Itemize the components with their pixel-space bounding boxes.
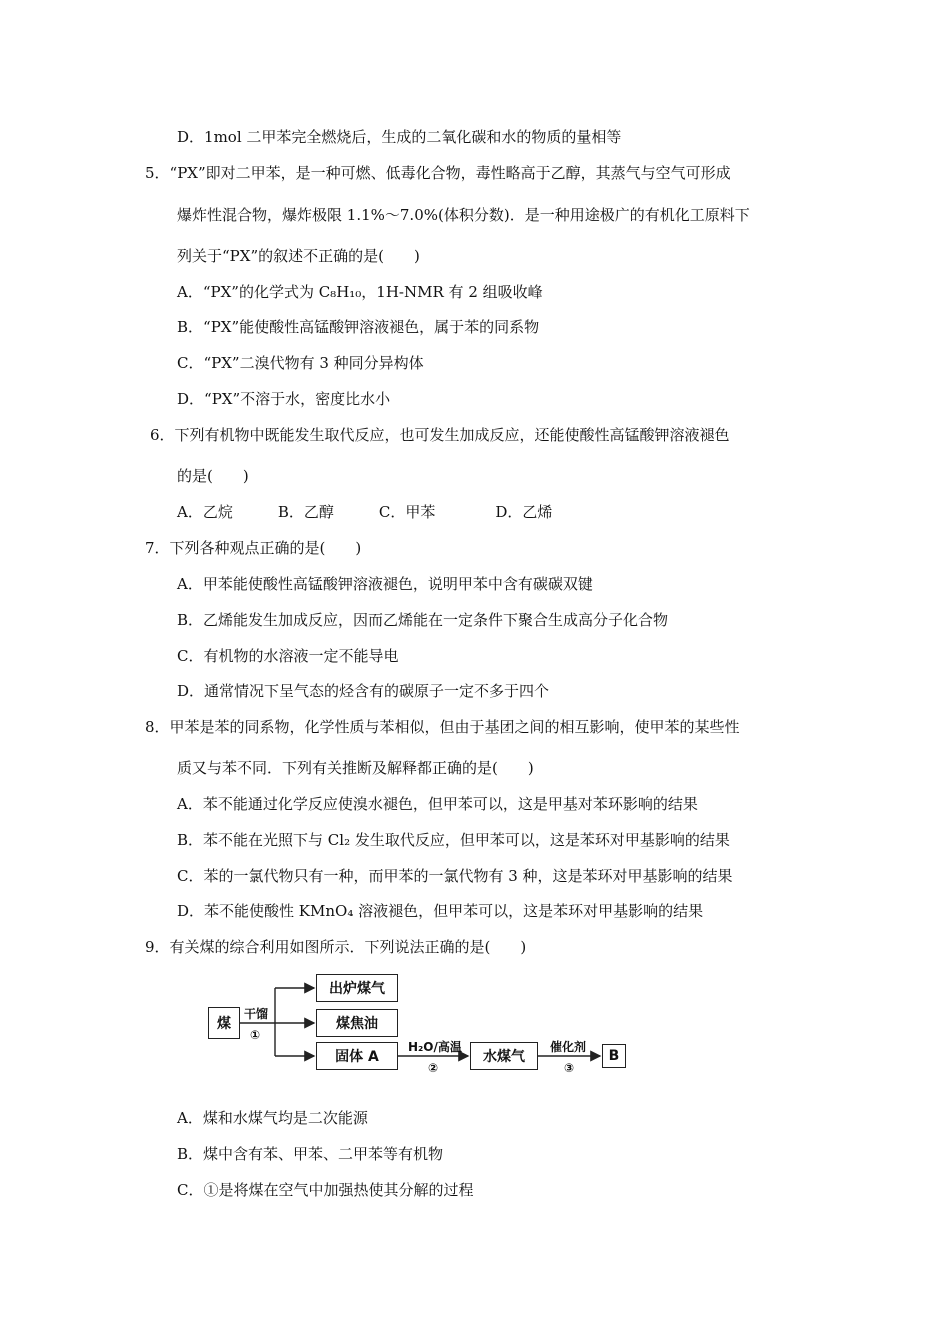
text-line: 6．下列有机物中既能发生取代反应，也可发生加成反应，还能使酸性高锰酸钾溶液褪色 bbox=[150, 426, 730, 444]
text-line: A．苯不能通过化学反应使溴水褪色，但甲苯可以，这是甲基对苯环影响的结果 bbox=[177, 795, 698, 813]
furnace-gas-box: 出炉煤气 bbox=[316, 974, 398, 1002]
text-line: D．通常情况下呈气态的烃含有的碳原子一定不多于四个 bbox=[177, 682, 550, 700]
text-line: A．乙烷 B．乙醇 C．甲苯 D．乙烯 bbox=[177, 503, 553, 521]
text-line: A．“PX”的化学式为 C₈H₁₀，1H-NMR 有 2 组吸收峰 bbox=[177, 283, 543, 301]
text-line: A．甲苯能使酸性高锰酸钾溶液褪色，说明甲苯中含有碳碳双键 bbox=[177, 575, 593, 593]
text-line: 质又与苯不同．下列有关推断及解释都正确的是( ) bbox=[177, 759, 534, 777]
step2-label: H₂O/高温 bbox=[408, 1040, 462, 1054]
text-line: A．煤和水煤气均是二次能源 bbox=[177, 1109, 368, 1127]
text-line: D．苯不能使酸性 KMnO₄ 溶液褪色，但甲苯可以，这是苯环对甲基影响的结果 bbox=[177, 902, 704, 920]
text-line: 8．甲苯是苯的同系物，化学性质与苯相似，但由于基团之间的相互影响，使甲苯的某些性 bbox=[145, 718, 740, 736]
step3-label: 催化剂 bbox=[550, 1040, 587, 1054]
text-line: C．苯的一氯代物只有一种，而甲苯的一氯代物有 3 种，这是苯环对甲基影响的结果 bbox=[177, 867, 733, 885]
text-line: 7．下列各种观点正确的是( ) bbox=[145, 539, 362, 557]
step3-number: ③ bbox=[564, 1061, 575, 1075]
text-line: D．“PX”不溶于水，密度比水小 bbox=[177, 390, 391, 408]
text-line: B．“PX”能使酸性高锰酸钾溶液褪色，属于苯的同系物 bbox=[177, 318, 540, 336]
text-line: D．1mol 二甲苯完全燃烧后，生成的二氧化碳和水的物质的量相等 bbox=[177, 128, 622, 146]
text-line: 列关于“PX”的叙述不正确的是( ) bbox=[177, 247, 420, 265]
step2-number: ② bbox=[428, 1061, 439, 1075]
water-gas-box: 水煤气 bbox=[470, 1042, 538, 1070]
step1-number: ① bbox=[250, 1028, 261, 1042]
step1-label: 干馏 bbox=[244, 1007, 269, 1021]
coal-box: 煤 bbox=[208, 1007, 240, 1039]
coal-utilization-diagram bbox=[200, 968, 640, 1078]
text-line: B．煤中含有苯、甲苯、二甲苯等有机物 bbox=[177, 1145, 444, 1163]
product-b-box: B bbox=[602, 1044, 626, 1068]
text-line: C．有机物的水溶液一定不能导电 bbox=[177, 647, 399, 665]
text-line: 5．“PX”即对二甲苯，是一种可燃、低毒化合物，毒性略高于乙醇，其蒸气与空气可形成 bbox=[145, 164, 731, 182]
text-line: C．①是将煤在空气中加强热使其分解的过程 bbox=[177, 1181, 474, 1199]
coal-tar-box: 煤焦油 bbox=[316, 1009, 398, 1037]
text-line: B．乙烯能发生加成反应，因而乙烯能在一定条件下聚合生成高分子化合物 bbox=[177, 611, 669, 629]
text-line: 的是( ) bbox=[177, 467, 249, 485]
text-line: C．“PX”二溴代物有 3 种同分异构体 bbox=[177, 354, 424, 372]
text-line: 爆炸性混合物，爆炸极限 1.1%～7.0%(体积分数)．是一种用途极广的有机化工原料下 bbox=[177, 206, 750, 224]
text-line: 9．有关煤的综合利用如图所示．下列说法正确的是( ) bbox=[145, 938, 527, 956]
solid-a-box: 固体 A bbox=[316, 1042, 398, 1070]
text-line: B．苯不能在光照下与 Cl₂ 发生取代反应，但甲苯可以，这是苯环对甲基影响的结果 bbox=[177, 831, 730, 849]
